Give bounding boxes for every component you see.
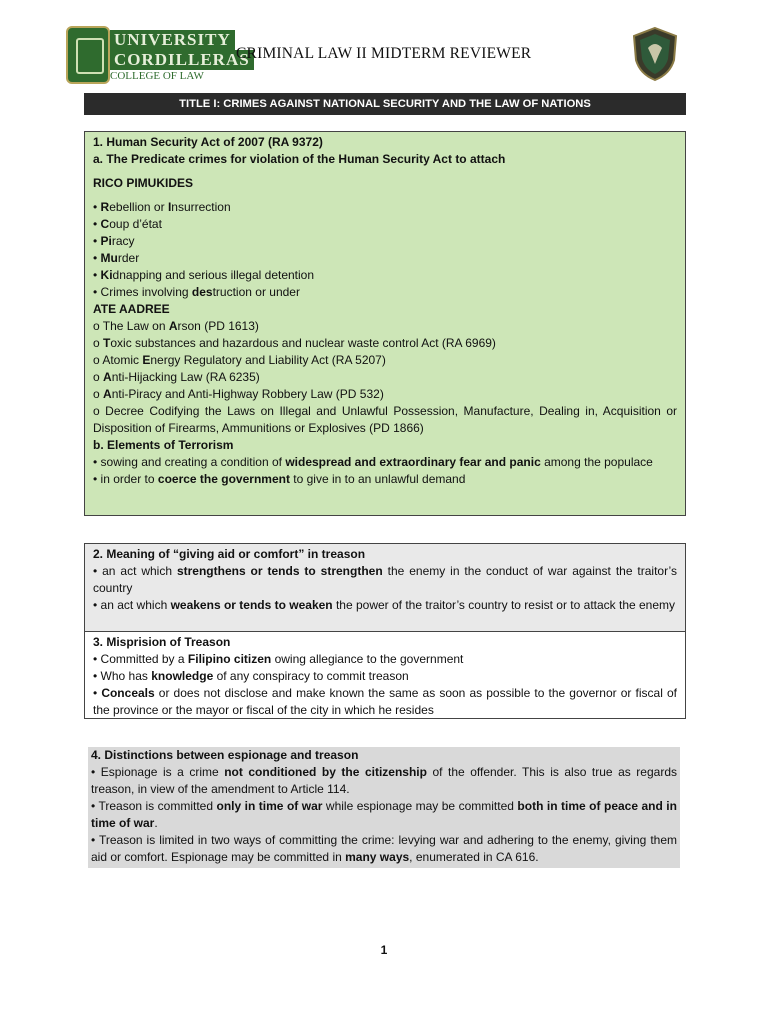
list-item: • Crimes involving destruction or under (93, 285, 300, 299)
list-item: o Atomic Energy Regulatory and Liability Act (RA 5207) (93, 353, 386, 367)
list-item: • Coup d’état (93, 217, 162, 231)
title-bar: TITLE I: CRIMES AGAINST NATIONAL SECURITY AND THE LAW OF NATIONS (84, 93, 686, 115)
list-item: o Decree Codifying the Laws on Illegal and Unlawful Possession, Manufacture, Dealing in, Acquisition or Disposition of Firearms, Ammunitions or Explosives (PD 1866) (93, 404, 677, 435)
list-item: • Espionage is a crime not conditioned by the citizenship of the offender. This is also true as regards treason, in view of the amendment to Article 114. (91, 765, 677, 796)
university-logo (66, 26, 250, 88)
list-item: • sowing and creating a condition of widespread and extraordinary fear and panic among the populace (93, 455, 653, 469)
heading: 4. Distinctions between espionage and treason (91, 748, 359, 762)
logo-line-3: COLLEGE OF LAW (110, 70, 204, 82)
subheading: a. The Predicate crimes for violation of the Human Security Act to attach (93, 152, 506, 166)
list-item: • an act which strengthens or tends to strengthen the enemy in the conduct of war against the traitor’s country (93, 564, 677, 595)
logo-line-1: UNIVERSITY (110, 30, 235, 50)
list-item: o Anti-Hijacking Law (RA 6235) (93, 370, 260, 384)
list-item: • Piracy (93, 234, 135, 248)
misprision-box (84, 631, 686, 719)
list-item: o Anti-Piracy and Anti-Highway Robbery Law (PD 532) (93, 387, 384, 401)
page-number: 1 (380, 943, 388, 957)
list-item: o Toxic substances and hazardous and nuclear waste control Act (RA 6969) (93, 336, 496, 350)
heading: 1. Human Security Act of 2007 (RA 9372) (93, 135, 323, 149)
list-item: • an act which weakens or tends to weaken the power of the traitor’s country to resist or to attack the enemy (93, 598, 676, 612)
aid-or-comfort-box (84, 543, 686, 632)
list-item: • Conceals or does not disclose and make known the same as soon as possible to the governor or fiscal of the province or the mayor or fiscal of the city in which he resides (93, 686, 677, 717)
list-item: • Murder (93, 251, 140, 265)
heading: 3. Misprision of Treason (93, 635, 231, 649)
list-item: • Rebellion or Insurrection (93, 200, 231, 214)
crest-icon (630, 26, 680, 82)
mnemonic: ATE AADREE (93, 302, 170, 316)
list-item: • Who has knowledge of any conspiracy to commit treason (93, 669, 409, 683)
seal-icon (66, 26, 110, 84)
list-item: • Treason is limited in two ways of committing the crime: levying war and adhering to the enemy, giving them aid or comfort. Espionage may be committed in many ways, enumerated in CA 616. (91, 833, 677, 864)
list-item: • Treason is committed only in time of war while espionage may be committed both in time of peace and in time of war. (91, 799, 677, 830)
subheading: b. Elements of Terrorism (93, 438, 234, 452)
espionage-treason-box (88, 747, 680, 868)
logo-line-2: CORDILLERAS (110, 50, 254, 70)
human-security-act-box (84, 131, 686, 516)
mnemonic: RICO PIMUKIDES (93, 176, 194, 190)
list-item: • Kidnapping and serious illegal detention (93, 268, 315, 282)
list-item: • in order to coerce the government to give in to an unlawful demand (93, 472, 466, 486)
document-title: CRIMINAL LAW II MIDTERM REVIEWER (236, 45, 532, 62)
list-item: • Committed by a Filipino citizen owing allegiance to the government (93, 652, 464, 666)
heading: 2. Meaning of “giving aid or comfort” in treason (93, 547, 366, 561)
list-item: o The Law on Arson (PD 1613) (93, 319, 259, 333)
